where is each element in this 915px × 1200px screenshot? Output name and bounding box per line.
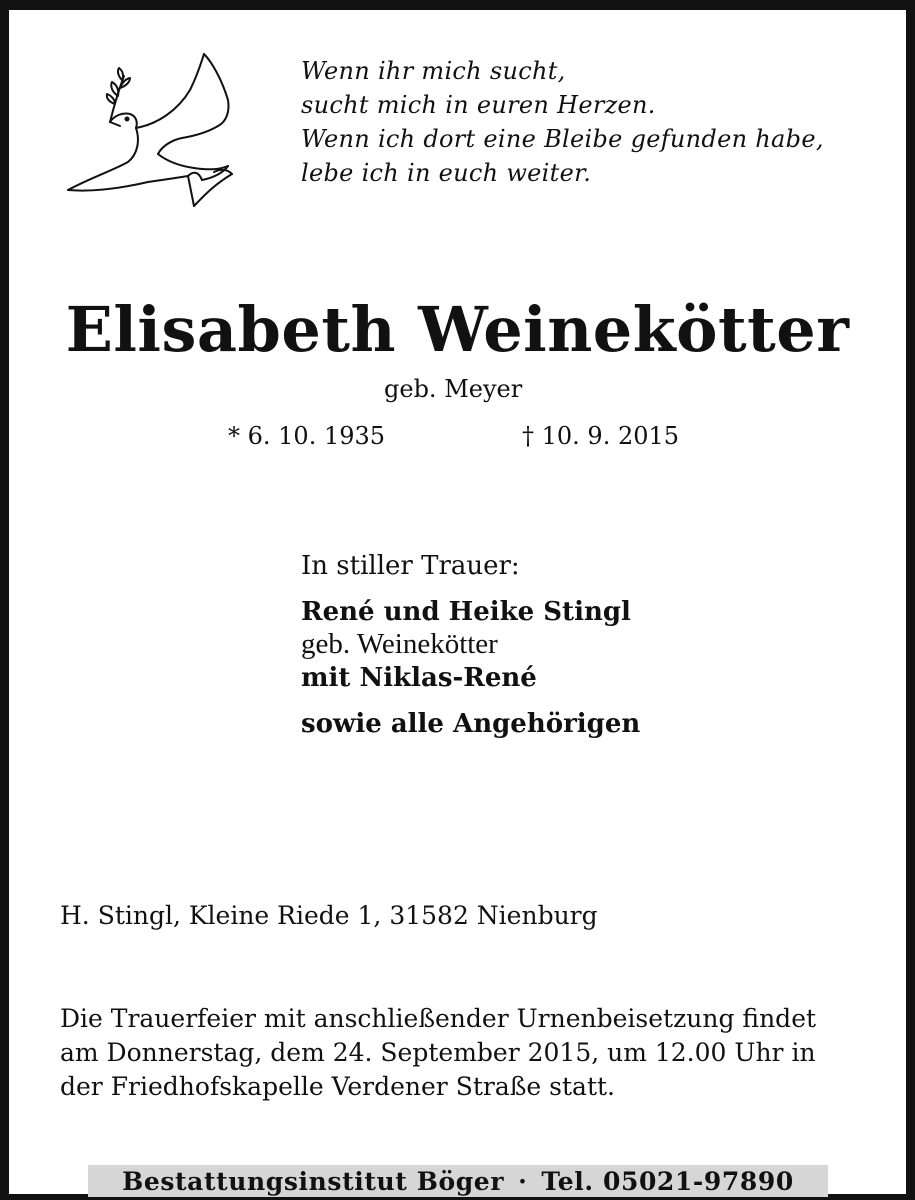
mourner-names: René und Heike Stingl <box>301 597 631 627</box>
birth-name: geb. Meyer <box>384 375 523 403</box>
mourners-block <box>301 550 640 742</box>
funeral-home-name: Bestattungsinstitut Böger <box>122 1166 505 1196</box>
service-line: der Friedhofskapelle Verdener Straße statt. <box>60 1072 615 1101</box>
poem-line: Wenn ihr mich sucht, <box>301 57 566 85</box>
service-line: am Donnerstag, dem 24. September 2015, um 12.00 Uhr in <box>60 1038 816 1067</box>
poem <box>301 54 824 190</box>
birth-date: * 6. 10. 1935 <box>228 422 386 450</box>
poem-line: lebe ich in euch weiter. <box>301 159 592 187</box>
mourning-intro: In stiller Trauer: <box>301 551 520 581</box>
service-announcement <box>60 1002 816 1104</box>
poem-line: sucht mich in euren Herzen. <box>301 91 656 119</box>
footer-separator: · <box>518 1166 528 1196</box>
death-date: † 10. 9. 2015 <box>522 422 680 450</box>
funeral-home-phone: Tel. 05021-97890 <box>541 1166 794 1196</box>
service-line: Die Trauerfeier mit anschließender Urnenbeisetzung findet <box>60 1004 817 1033</box>
mourner-child: mit Niklas-René <box>301 663 537 693</box>
funeral-home-footer <box>88 1165 828 1197</box>
mourner-relatives: sowie alle Angehörigen <box>301 709 641 739</box>
dove-icon <box>62 50 242 212</box>
mourner-maiden-name: geb. Weinekötter <box>301 628 498 660</box>
contact-address: H. Stingl, Kleine Riede 1, 31582 Nienburg <box>60 901 598 930</box>
deceased-name: Elisabeth Weinekötter <box>65 293 850 366</box>
poem-line: Wenn ich dort eine Bleibe gefunden habe, <box>301 125 824 153</box>
